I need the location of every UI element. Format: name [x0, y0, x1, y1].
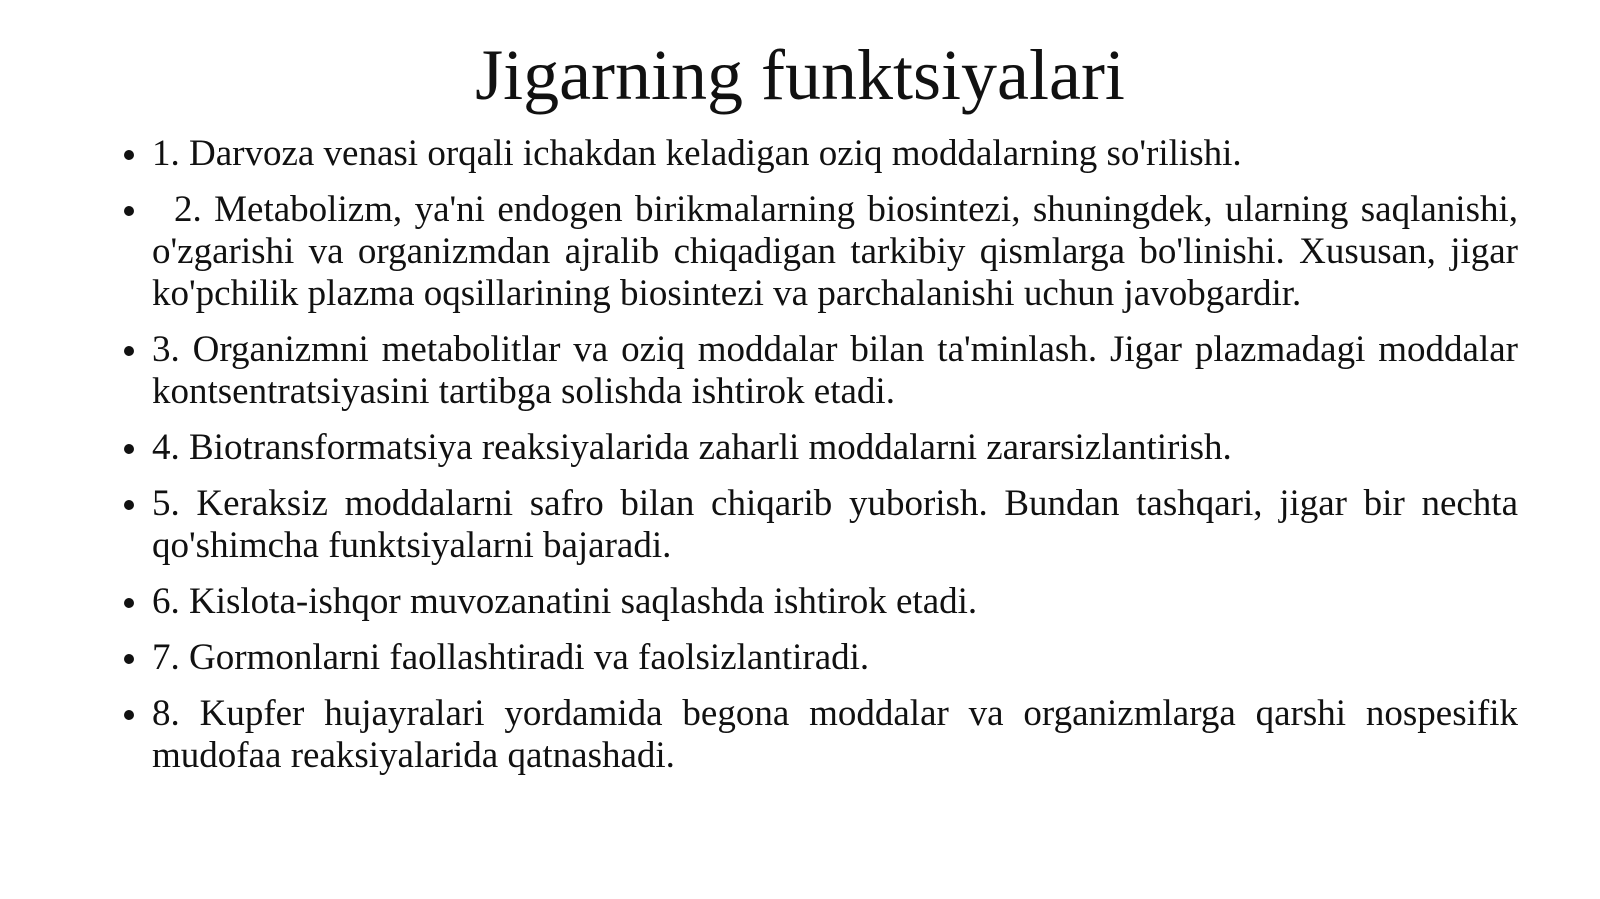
bullet-icon	[124, 346, 134, 356]
list-item-text: 1. Darvoza venasi orqali ichakdan keladigan oziq moddalarning so'rilishi.	[152, 133, 1242, 174]
bullet-list	[118, 133, 1518, 791]
bullet-icon	[124, 150, 134, 160]
list-item-text: 3. Organizmni metabolitlar va oziq moddalar bilan ta'minlash. Jigar plazmadagi moddalar kontsentratsiyasini tartibga solishda ishtirok etadi.	[152, 329, 1518, 412]
list-item	[118, 693, 1518, 777]
list-item	[118, 189, 1518, 315]
list-item-text: 8. Kupfer hujayralari yordamida begona moddalar va organizmlarga qarshi nospesifik mudofaa reaksiyalarida qatnashadi.	[152, 693, 1518, 776]
list-item	[118, 427, 1518, 469]
list-item-text: 4. Biotransformatsiya reaksiyalarida zaharli moddalarni zararsizlantirish.	[152, 427, 1232, 468]
list-item-text: 6. Kislota-ishqor muvozanatini saqlashda ishtirok etadi.	[152, 581, 978, 622]
slide-title: Jigarning funktsiyalari	[475, 35, 1125, 115]
bullet-icon	[124, 206, 134, 216]
bullet-icon	[124, 654, 134, 664]
list-item	[118, 329, 1518, 413]
bullet-icon	[124, 500, 134, 510]
list-item-text: 5. Keraksiz moddalarni safro bilan chiqarib yuborish. Bundan tashqari, jigar bir nechta qo'shimcha funktsiyalarni bajaradi.	[152, 483, 1518, 566]
list-item-text: 2. Metabolizm, ya'ni endogen birikmalarning biosintezi, shuningdek, ularning saqlanishi, o'zgarishi va organizmdan ajralib chiqadigan tarkibiy qismlarga bo'linishi. Xususan, jigar ko'pchilik plazma oqsillarining biosintezi va parchalanishi uchun javobgardir.	[152, 189, 1518, 314]
bullet-icon	[124, 598, 134, 608]
list-item	[118, 581, 1518, 623]
list-item	[118, 133, 1518, 175]
list-item	[118, 637, 1518, 679]
bullet-icon	[124, 444, 134, 454]
bullet-icon	[124, 710, 134, 720]
list-item	[118, 483, 1518, 567]
list-item-text: 7. Gormonlarni faollashtiradi va faolsizlantiradi.	[152, 637, 870, 678]
